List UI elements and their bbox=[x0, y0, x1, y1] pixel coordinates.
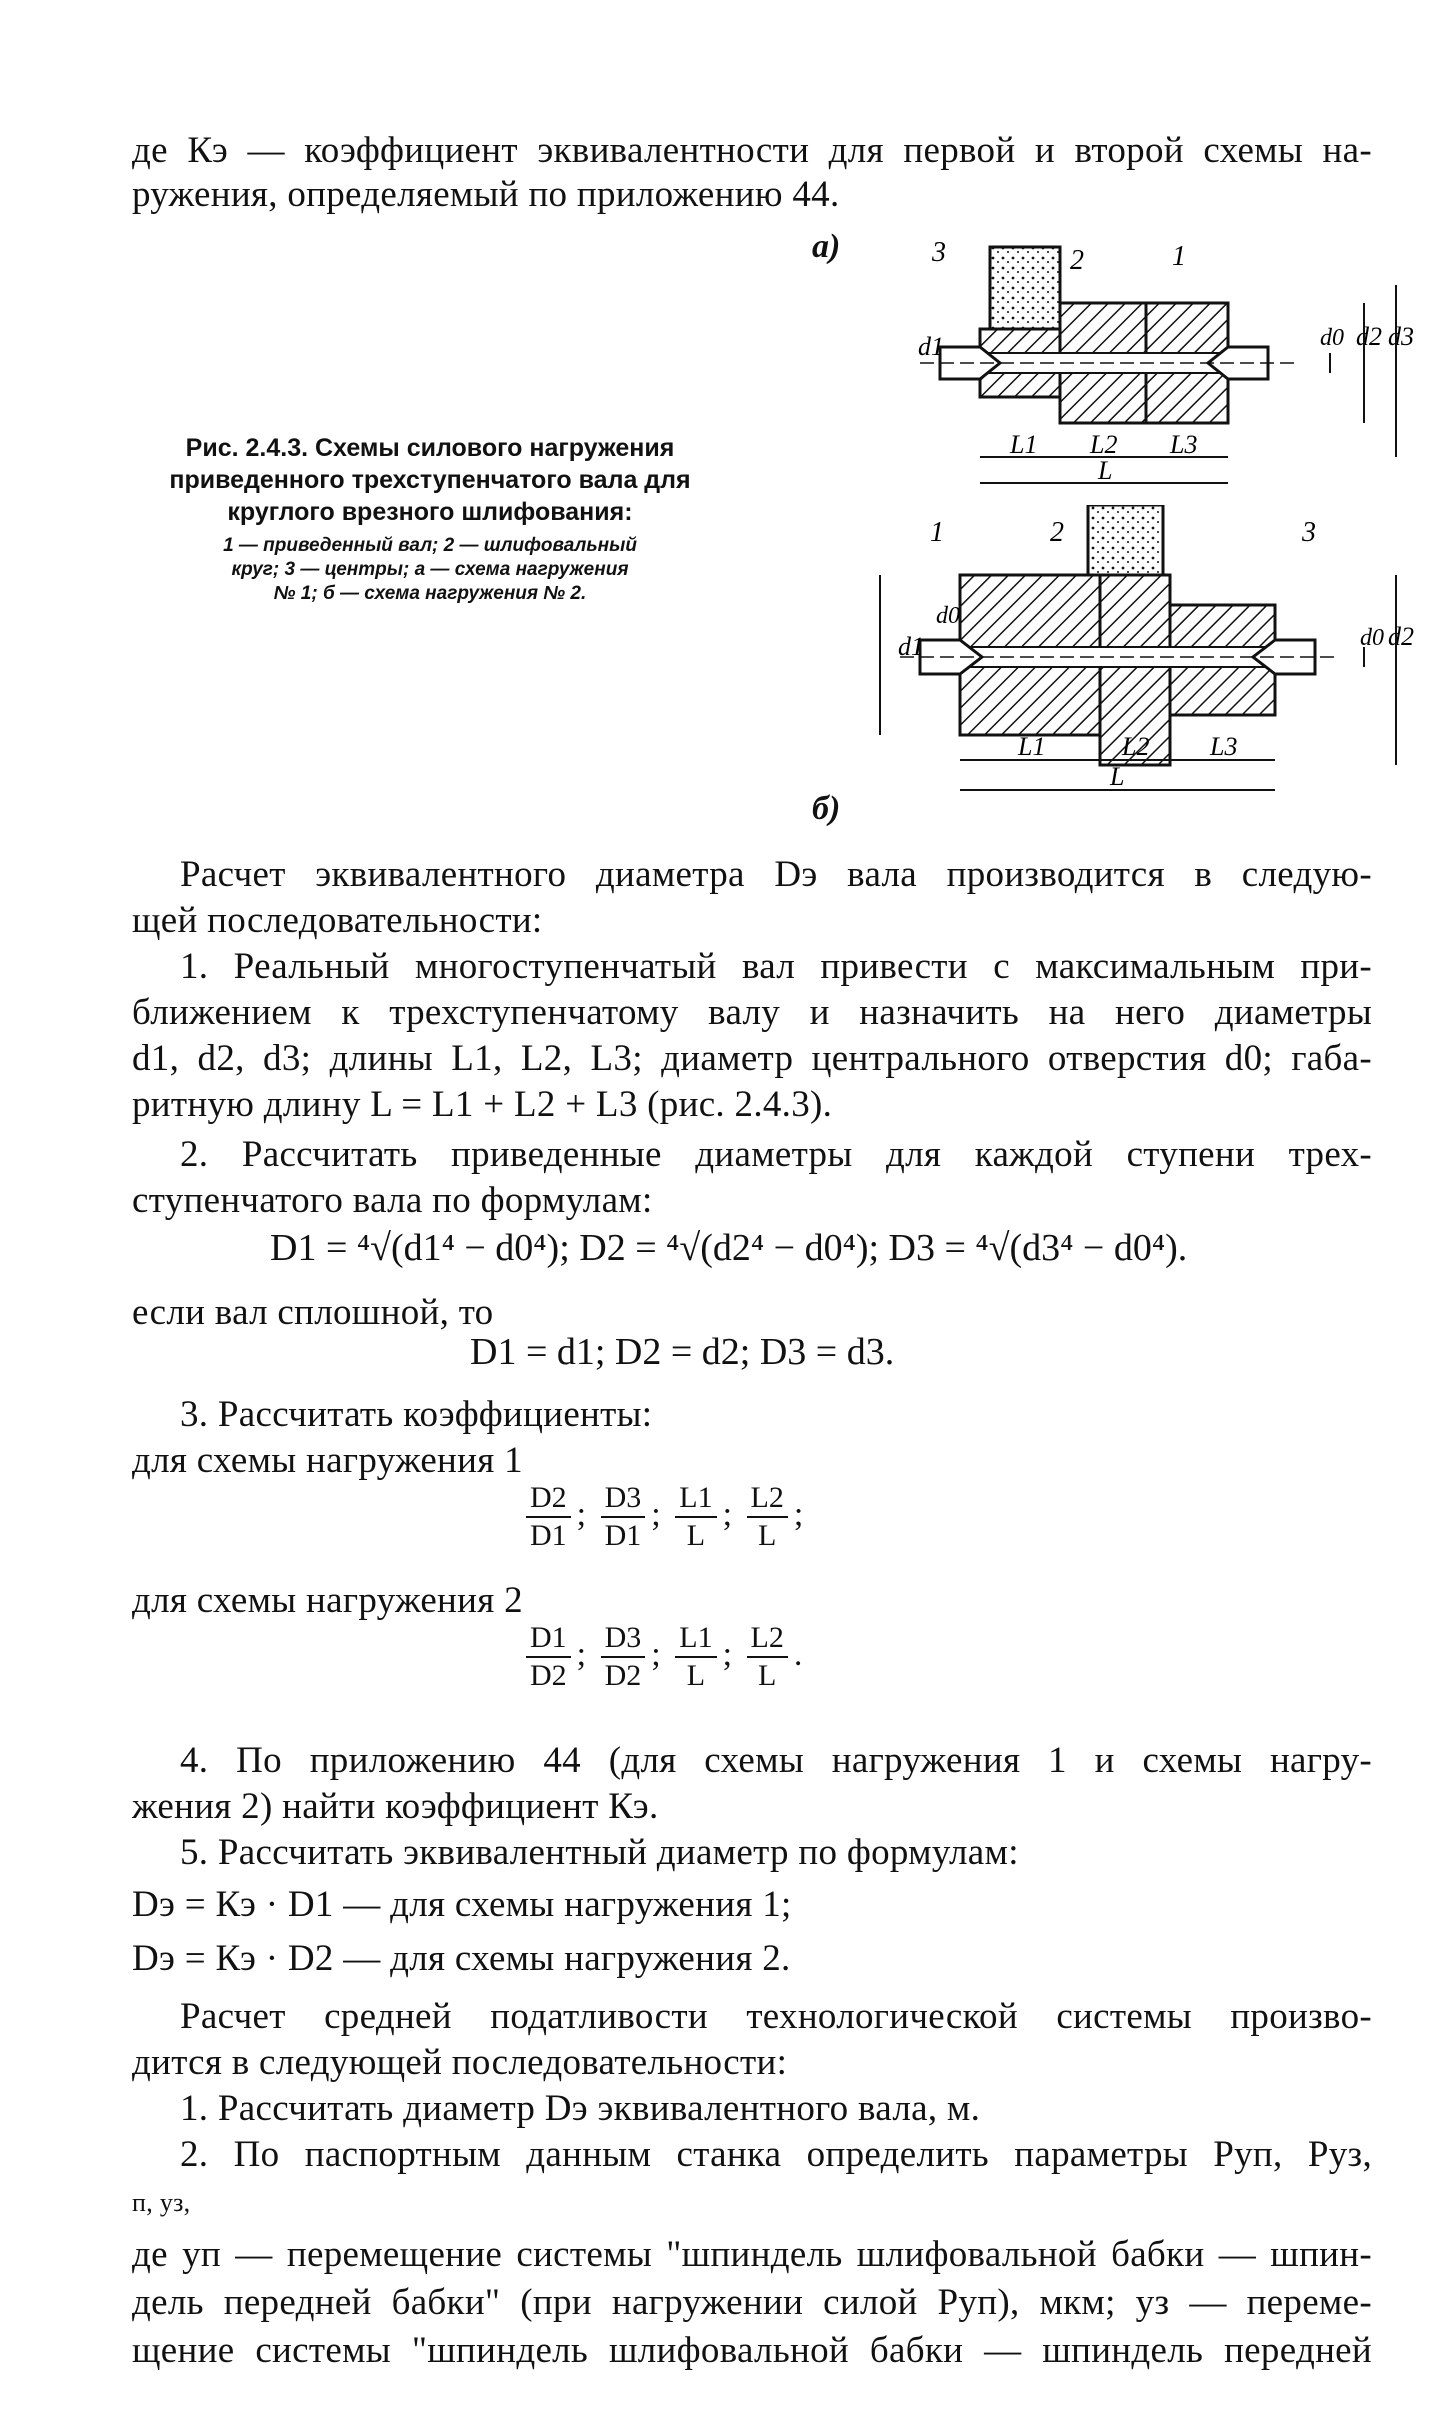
text-line: d1, d2, d3; длины L1, L2, L3; диаметр центрального отверстия d0; габа- bbox=[132, 1038, 1372, 1079]
fraction: $\frac{L2}{L}$ bbox=[747, 1480, 788, 1554]
label-3: 3 bbox=[932, 237, 946, 268]
text-line: 4. По приложению 44 (для схемы нагружения 1 и схемы нагру- bbox=[180, 1740, 1372, 1781]
text-line: для схемы нагружения 1 bbox=[132, 1440, 523, 1481]
label-d3: d3 bbox=[1388, 322, 1414, 351]
label-L: L bbox=[1110, 762, 1125, 791]
text-line: 2. По паспортным данным станка определить параметры Pyп, Pyз, bbox=[180, 2134, 1372, 2175]
label-1: 1 bbox=[930, 517, 944, 548]
text-line: дится в следующей последовательности: bbox=[132, 2042, 788, 2083]
caption-legend-line: № 1; б — схема нагружения № 2. bbox=[273, 583, 587, 604]
text-line: Расчет эквивалентного диаметра Dэ вала производится в следую- bbox=[180, 854, 1372, 895]
formula-solid-shaft: D1 = d1; D2 = d2; D3 = d3. bbox=[470, 1331, 895, 1373]
text-line: щение системы "шпиндель шлифовальной бабки — шпиндель передней bbox=[132, 2330, 1372, 2371]
text-line: 1. Реальный многоступенчатый вал привести с максимальным при- bbox=[180, 946, 1372, 987]
caption-legend-line: круг; 3 — центры; а — схема нагружения bbox=[231, 559, 629, 580]
text-line: Расчет средней податливости технологической системы произво- bbox=[180, 1996, 1372, 2037]
label-2: 2 bbox=[1050, 517, 1064, 548]
figure-label-a: а) bbox=[812, 228, 841, 265]
shaft-diagram-a bbox=[880, 225, 1420, 495]
fraction: $\frac{L2}{L}$ bbox=[747, 1620, 788, 1694]
text-line: жения 2) найти коэффициент Кэ. bbox=[132, 1786, 659, 1827]
fraction: $\frac{L1}{L}$ bbox=[675, 1620, 716, 1694]
fraction: $\frac{D3}{D1}$ bbox=[601, 1480, 646, 1554]
label-d0: d0 bbox=[1320, 325, 1344, 351]
fraction: $\frac{L1}{L}$ bbox=[675, 1480, 716, 1554]
grinding-wheel bbox=[990, 247, 1060, 329]
caption-legend-line: 1 — приведенный вал; 2 — шлифовальный bbox=[223, 535, 637, 556]
text-line: ритную длину L = L1 + L2 + L3 (рис. 2.4.3). bbox=[132, 1084, 833, 1125]
label-2: 2 bbox=[1070, 245, 1084, 276]
text-line: 2. Рассчитать приведенные диаметры для каждой ступени трех- bbox=[180, 1134, 1372, 1175]
text-line: ступенчатого вала по формулам: bbox=[132, 1180, 653, 1221]
text-line: ружения, определяемый по приложению 44. bbox=[132, 174, 840, 215]
text-line: 1. Рассчитать диаметр Dэ эквивалентного вала, м. bbox=[180, 2088, 981, 2129]
text-line: де Кэ — коэффициент эквивалентности для первой и второй схемы на- bbox=[132, 130, 1372, 171]
label-d2: d2 bbox=[1388, 622, 1414, 651]
text-line: Dэ = Кэ · D1 — для схемы нагружения 1; bbox=[132, 1884, 792, 1925]
text-line: дель передней бабки" (при нагружении силой Pyп), мкм; yз — переме- bbox=[132, 2282, 1372, 2323]
label-3: 3 bbox=[1302, 517, 1316, 548]
fractions-scheme-2: $\frac{D1}{D2}$ ; $\frac{D3}{D2}$ ; $\frac{L1}{L}$ ; $\frac{L2}{L}$ . bbox=[520, 1620, 802, 1694]
label-d2: d2 bbox=[1356, 322, 1382, 351]
fraction: $\frac{D2}{D1}$ bbox=[526, 1480, 571, 1554]
label-L: L bbox=[1098, 456, 1113, 485]
figure-caption bbox=[130, 432, 730, 606]
label-L2: L2 bbox=[1122, 732, 1150, 761]
fraction: $\frac{D3}{D2}$ bbox=[601, 1620, 646, 1694]
text-line: 5. Рассчитать эквивалентный диаметр по формулам: bbox=[180, 1832, 1019, 1873]
text-line: щей последовательности: bbox=[132, 900, 543, 941]
label-L1: L1 bbox=[1018, 732, 1046, 761]
caption-title-line: круглого врезного шлифования: bbox=[227, 498, 633, 526]
label-d0: d0 bbox=[936, 603, 960, 629]
text-line: п, yз, bbox=[132, 2188, 191, 2217]
label-L2: L2 bbox=[1090, 430, 1118, 459]
label-1: 1 bbox=[1172, 241, 1186, 272]
figure-label-b: б) bbox=[812, 790, 841, 827]
grinding-wheel bbox=[1088, 505, 1163, 575]
label-d1: d1 bbox=[898, 632, 924, 661]
text-line: Dэ = Кэ · D2 — для схемы нагружения 2. bbox=[132, 1938, 791, 1979]
caption-title-line: Рис. 2.4.3. Схемы силового нагружения bbox=[185, 434, 675, 462]
shaft-diagram-b bbox=[840, 505, 1420, 810]
text-line: ближением к трехступенчатому валу и назначить на него диаметры bbox=[132, 992, 1372, 1033]
text-line: 3. Рассчитать коэффициенты: bbox=[180, 1394, 653, 1435]
formula-reduced-diameters: D1 = ⁴√(d1⁴ − d0⁴); D2 = ⁴√(d2⁴ − d0⁴); D3 = ⁴√(d3⁴ − d0⁴). bbox=[270, 1227, 1188, 1269]
label-L3: L3 bbox=[1170, 430, 1198, 459]
label-L1: L1 bbox=[1010, 430, 1038, 459]
label-d0: d0 bbox=[1360, 625, 1384, 651]
label-L3: L3 bbox=[1210, 732, 1238, 761]
text-line: для схемы нагружения 2 bbox=[132, 1580, 523, 1621]
label-d1: d1 bbox=[918, 332, 944, 361]
text-line: де yп — перемещение системы "шпиндель шлифовальной бабки — шпин- bbox=[132, 2234, 1372, 2275]
fractions-scheme-1: $\frac{D2}{D1}$ ; $\frac{D3}{D1}$ ; $\frac{L1}{L}$ ; $\frac{L2}{L}$ ; bbox=[520, 1480, 803, 1554]
text-line: если вал сплошной, то bbox=[132, 1292, 494, 1333]
fraction: $\frac{D1}{D2}$ bbox=[526, 1620, 571, 1694]
caption-title-line: приведенного трехступенчатого вала для bbox=[169, 466, 691, 494]
